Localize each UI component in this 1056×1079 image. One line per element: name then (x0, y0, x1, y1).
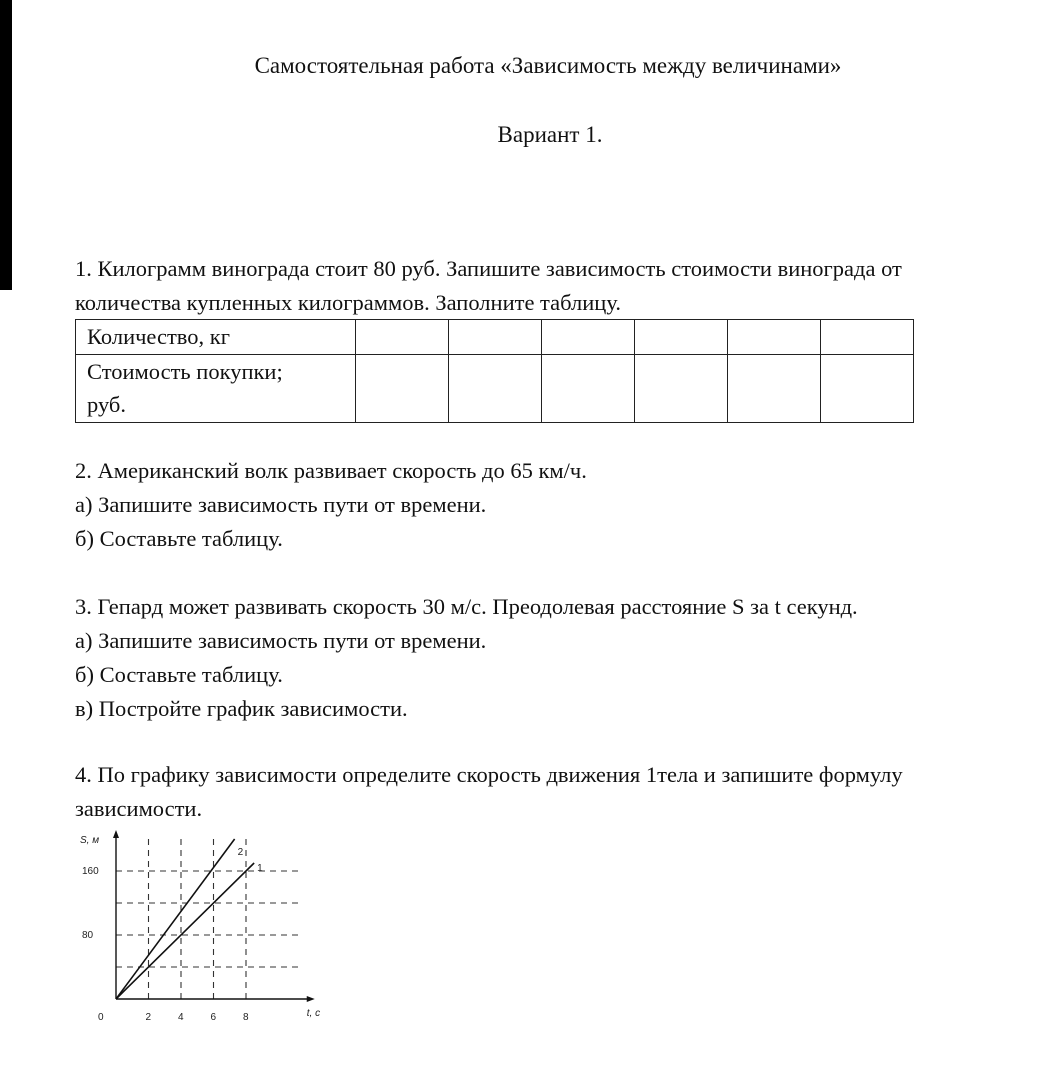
task-1-line-1: 1. Килограмм винограда стоит 80 руб. Запишите зависимость стоимости винограда от (75, 256, 902, 281)
x-tick-label: 6 (210, 1012, 217, 1023)
table-cell[interactable] (542, 320, 635, 355)
task-3 (75, 590, 858, 726)
table-cell[interactable] (356, 355, 449, 423)
distance-time-graph (74, 826, 324, 1026)
x-tick-label: 8 (243, 1012, 249, 1023)
task-2 (75, 454, 587, 556)
x-tick-label: 4 (178, 1012, 184, 1023)
graph-grid (116, 836, 299, 999)
task-2-line-2: а) Запишите зависимость пути от времени. (75, 492, 487, 517)
task-4-line-2: зависимости. (75, 796, 203, 821)
table-header-quantity: Количество, кг (76, 320, 356, 355)
table-header-cost (76, 355, 356, 423)
variant-heading: Вариант 1. (497, 122, 603, 147)
table-cell[interactable] (449, 355, 542, 423)
series-line-2 (116, 839, 235, 999)
table-cell[interactable] (728, 320, 821, 355)
series-label-2: 2 (237, 847, 244, 858)
table-cell[interactable] (821, 355, 914, 423)
table-header-cost-line-2: руб. (87, 392, 126, 417)
task-4-line-1: 4. По графику зависимости определите скорость движения 1тела и запишите формулу (75, 762, 903, 787)
table-cell[interactable] (821, 320, 914, 355)
y-axis-arrow (113, 830, 119, 838)
table-cell[interactable] (449, 320, 542, 355)
task-3-line-1: 3. Гепард может развивать скорость 30 м/с. Преодолевая расстояние S за t секунд. (75, 594, 858, 619)
y-tick-label: 80 (82, 930, 94, 941)
task-2-line-3: б) Составьте таблицу. (75, 526, 283, 551)
y-axis-label: S, м (80, 835, 100, 846)
graph-series (116, 839, 254, 999)
table-row-cost (76, 355, 914, 423)
task-3-line-4: в) Постройте график зависимости. (75, 696, 408, 721)
x-tick-label: 2 (145, 1012, 152, 1023)
task-3-line-3: б) Составьте таблицу. (75, 662, 283, 687)
series-line-1 (116, 863, 254, 999)
task-1-table (75, 319, 914, 423)
table-cell[interactable] (356, 320, 449, 355)
task-4 (75, 758, 903, 826)
table-cell[interactable] (635, 355, 728, 423)
task-2-line-1: 2. Американский волк развивает скорость до 65 км/ч. (75, 458, 587, 483)
table-cell[interactable] (728, 355, 821, 423)
series-label-1: 1 (257, 863, 263, 874)
x-axis-label: t, c (306, 1008, 321, 1019)
page-title: Самостоятельная работа «Зависимость между величинами» (254, 53, 842, 78)
table-row-quantity (76, 320, 914, 355)
task-3-line-2: а) Запишите зависимость пути от времени. (75, 628, 487, 653)
task-1 (75, 252, 902, 320)
task-1-line-2: количества купленных килограммов. Заполните таблицу. (75, 290, 621, 315)
table-header-cost-line-1: Стоимость покупки; (87, 359, 283, 384)
origin-label: 0 (98, 1012, 104, 1023)
y-tick-label: 160 (82, 866, 99, 877)
table-cell[interactable] (542, 355, 635, 423)
table-cell[interactable] (635, 320, 728, 355)
x-axis-arrow (307, 996, 315, 1002)
